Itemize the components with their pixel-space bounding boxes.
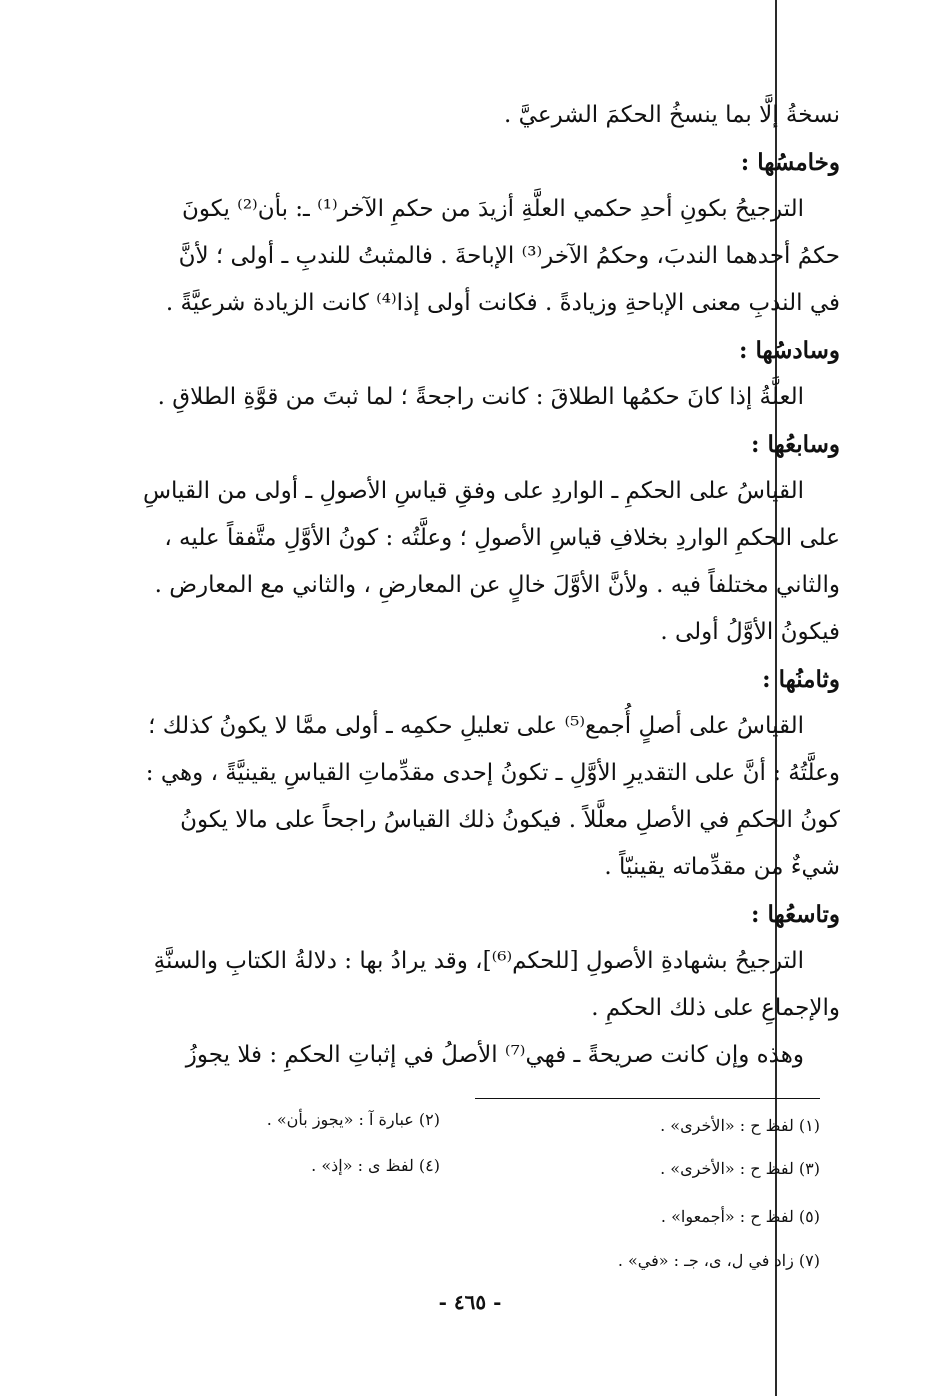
footnote-1: (١) لفظ ح : «الأخرى» . (660, 1116, 820, 1135)
text-line: القياسُ على الحكمِ ـ الواردِ على وفقِ قياسِ الأصولِ ـ أولى من القياسِ (142, 478, 804, 504)
footnote-7: (٧) زاد في ل، ى، جـ : «في» . (617, 1251, 820, 1270)
page-body-text (140, 92, 840, 1079)
text-line: والثاني مختلفاً فيه . ولأنَّ الأوَّلَ خالٍ عن المعارضِ ، والثاني مع المعارض . (154, 572, 840, 598)
text-line: القياسُ على أصلٍ أُجمع⁽⁵⁾ على تعليلِ حكمِه ـ أولى ممَّا لا يكونُ كذلك ؛ (148, 713, 804, 739)
text-line: العلَّةُ إذا كانَ حكمُها الطلاقَ : كانت راجحةً ؛ لما ثبتَ من قوَّةِ الطلاقِ . (157, 384, 804, 410)
footnote-5: (٥) لفظ ح : «أجمعوا» . (660, 1207, 820, 1226)
footnote-2: (٢) عبارة آ : «يجوز بأن» . (266, 1110, 440, 1129)
section-heading-fifth: وخامسُها : (740, 149, 840, 176)
footnote-3: (٣) لفظ ح : «الأخرى» . (660, 1159, 820, 1178)
footnote-separator (475, 1098, 820, 1099)
text-line: كونُ الحكمِ في الأصلِ معلَّلاً . فيكونُ ذلك القياسُ راجحاً على مالا يكونُ (180, 807, 840, 833)
text-line: حكمُ أحدهما الندبَ، وحكمُ الآخر⁽³⁾ الإباحةَ . فالمثبتُ للندبِ ـ أولى ؛ لأنَّ (178, 243, 840, 269)
text-line: شيءٌ من مقدِّماته يقينيّاً . (604, 854, 840, 880)
text-line: والإجماعِ على ذلك الحكمِ . (591, 995, 840, 1021)
text-line: على الحكمِ الواردِ بخلافِ قياسِ الأصولِ ؛ وعلَّتُه : كونُ الأوَّلِ متَّفقاً عليه ، (164, 525, 840, 551)
section-heading-eighth: وثامنُها : (762, 666, 840, 693)
page-number: - ٤٦٥ - (438, 1290, 502, 1314)
section-heading-sixth: وسادسُها : (738, 337, 840, 364)
text-line: نسخةُ إلَّا بما ينسخُ الحكمَ الشرعيَّ . (504, 102, 840, 128)
section-heading-seventh: وسابعُها : (751, 431, 840, 458)
footnote-4: (٤) لفظ ى : «إذ» . (311, 1156, 440, 1175)
text-line: في الندبِ معنى الإباحةِ وزيادةً . فكانت أولى إذا⁽⁴⁾ كانت الزيادة شرعيَّةً . (165, 290, 840, 316)
text-line: فيكونُ الأوَّلُ أولى . (660, 619, 840, 645)
text-line: الترجيحُ بشهادةِ الأصولِ [للحكم⁽⁶⁾]، وقد يرادُ بها : دلالةُ الكتابِ والسنَّةِ (153, 948, 804, 974)
section-heading-ninth: وتاسعُها : (751, 901, 840, 928)
text-line: الترجيحُ بكونِ أحدِ حكمي العلَّةِ أزيدَ من حكمِ الآخر⁽¹⁾ ـ: بأن⁽²⁾ يكونَ (181, 196, 804, 222)
text-line: وعلَّتُهُ : أنَّ على التقديرِ الأوَّلِ ـ تكونُ إحدى مقدِّماتِ القياسِ يقينيَّةً ، وهي : (145, 760, 840, 786)
text-line: وهذه وإن كانت صريحةً ـ فهي⁽⁷⁾ الأصلُ في إثباتِ الحكمِ : فلا يجوزُ (185, 1042, 804, 1068)
